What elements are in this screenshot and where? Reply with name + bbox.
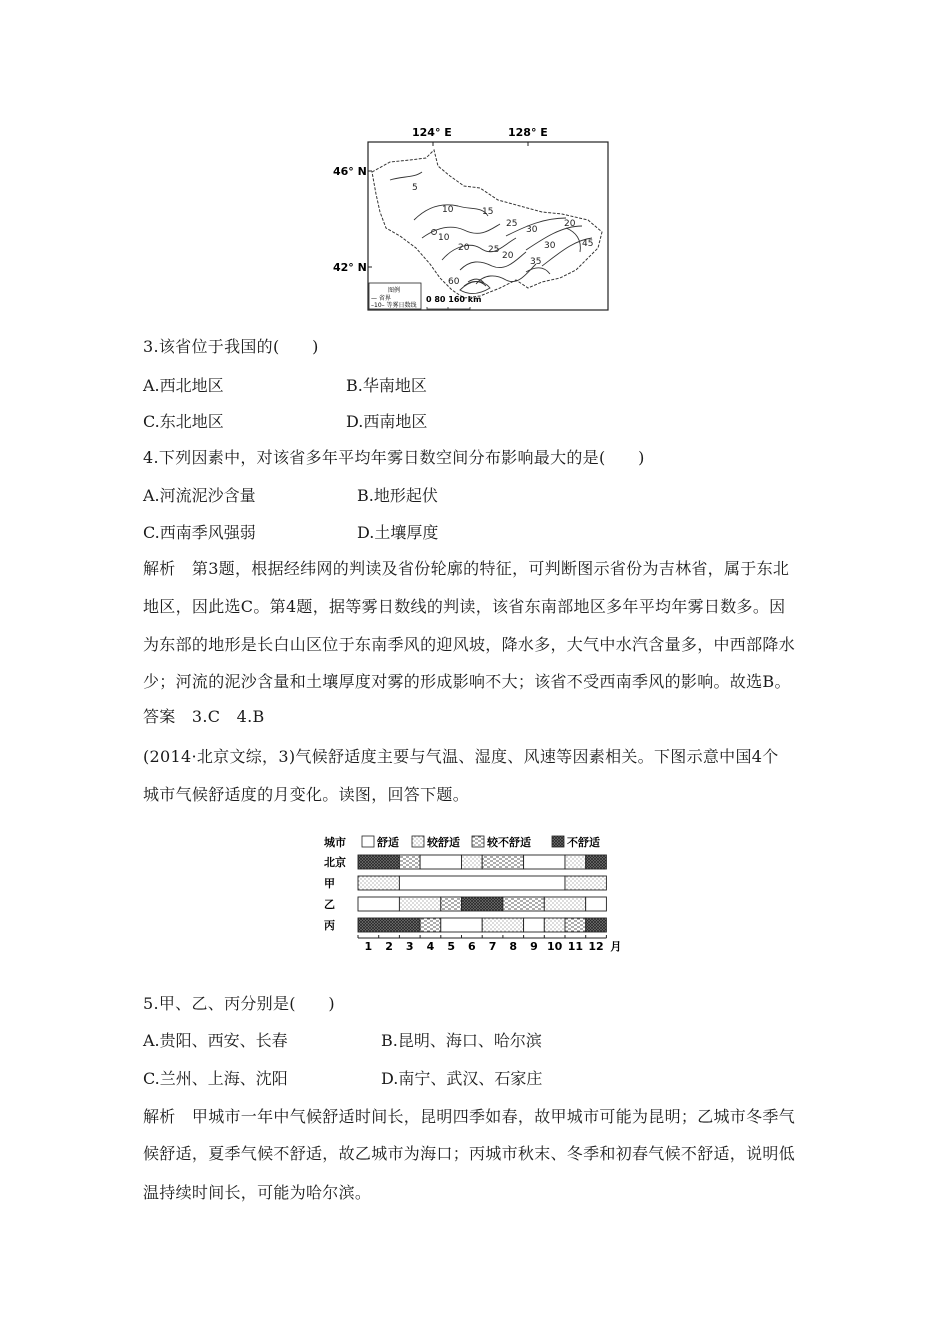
svg-text:15: 15 (482, 207, 494, 217)
q4-option-b: B.地形起伏 (357, 486, 438, 505)
segment-2-2 (441, 897, 462, 911)
segment-3-2 (441, 918, 482, 932)
month-label-3: 4 (426, 940, 435, 953)
segment-2-0 (358, 897, 399, 911)
legend-swatch-3 (552, 836, 564, 847)
q3-option-c: C.东北地区 (143, 412, 224, 431)
month-label-1: 2 (385, 940, 393, 953)
q4-option-c: C.西南季风强弱 (143, 523, 256, 542)
segment-0-3 (462, 855, 483, 869)
month-label-9: 10 (546, 940, 563, 953)
segment-0-5 (524, 855, 565, 869)
analysis2-line-3: 温持续时间长，可能为哈尔滨。 (143, 1183, 372, 1202)
comfort-chart (322, 832, 632, 960)
legend-swatch-1 (412, 836, 424, 847)
segment-3-7 (586, 918, 607, 932)
segment-2-1 (399, 897, 440, 911)
intro-line-2: 城市气候舒适度的月变化。读图，回答下题。 (143, 785, 470, 804)
svg-text:10: 10 (438, 233, 450, 243)
month-label-2: 3 (405, 940, 414, 953)
segment-0-6 (565, 855, 586, 869)
legend-label-2: 较不舒适 (487, 836, 531, 849)
lon-label-128: 128° E (508, 126, 548, 139)
svg-text:20: 20 (502, 251, 514, 261)
svg-text:25: 25 (506, 219, 518, 229)
q5-option-b: B.昆明、海口、哈尔滨 (381, 1031, 542, 1050)
segment-1-0 (358, 876, 399, 890)
svg-text:35: 35 (530, 257, 542, 267)
svg-text:60: 60 (448, 277, 460, 287)
month-label-0: 1 (364, 940, 373, 953)
map-legend-title: 图例 (388, 287, 401, 294)
month-label-7: 8 (509, 940, 518, 953)
svg-text:10: 10 (442, 205, 454, 215)
svg-text:25: 25 (488, 245, 500, 255)
lon-label-124: 124° E (412, 126, 452, 139)
legend-label-3: 不舒适 (567, 836, 600, 849)
q3-stem: 3.该省位于我国的( ) (143, 337, 319, 356)
q5-stem: 5.甲、乙、丙分别是( ) (143, 994, 335, 1013)
segment-1-2 (565, 876, 606, 890)
segment-0-2 (420, 855, 461, 869)
q3-option-b: B.华南地区 (346, 376, 427, 395)
segment-1-1 (399, 876, 565, 890)
svg-text:20: 20 (564, 219, 576, 229)
legend-swatch-2 (472, 836, 484, 847)
q4-stem: 4.下列因素中，对该省多年平均年雾日数空间分布影响最大的是( ) (143, 448, 645, 467)
legend-label-1: 较舒适 (427, 836, 460, 849)
chart-rows (324, 855, 606, 932)
svg-text:45: 45 (582, 239, 594, 249)
segment-2-5 (544, 897, 585, 911)
q5-option-d: D.南宁、武汉、石家庄 (381, 1069, 543, 1088)
city-label-3: 丙 (324, 919, 335, 932)
segment-0-4 (482, 855, 523, 869)
segment-0-0 (358, 855, 399, 869)
month-label-5: 6 (468, 940, 476, 953)
intro-line-1: (2014·北京文综，3)气候舒适度主要与气温、湿度、风速等因素相关。下图示意中国4个 (143, 747, 779, 766)
analysis2-line-2: 候舒适，夏季气候不舒适，故乙城市为海口；丙城市秋末、冬季和初春气候不舒适，说明低 (143, 1144, 796, 1163)
q5-option-a: A.贵阳、西安、长春 (143, 1031, 288, 1050)
fog-days-map (330, 120, 620, 320)
chart-legend (324, 835, 600, 849)
q4-option-d: D.土壤厚度 (357, 523, 439, 542)
month-label-6: 7 (488, 940, 497, 953)
map-scale-bar (427, 307, 470, 309)
segment-0-7 (586, 855, 607, 869)
city-label-2: 乙 (324, 898, 335, 911)
month-label-11: 12 (588, 940, 604, 953)
month-label-10: 11 (567, 940, 584, 953)
q3-option-a: A.西北地区 (143, 376, 224, 395)
q4-option-a: A.河流泥沙含量 (143, 486, 256, 505)
legend-header: 城市 (324, 836, 346, 849)
segment-3-6 (565, 918, 586, 932)
chart-axis (358, 935, 621, 953)
segment-2-3 (462, 897, 503, 911)
segment-3-4 (524, 918, 545, 932)
legend-label-0: 舒适 (377, 836, 399, 849)
map-legend-boundary: — 省界 (371, 295, 391, 302)
lat-label-46: 46° N (333, 165, 367, 178)
map-scale-label: 0 80 160 km (426, 295, 482, 304)
svg-text:20: 20 (458, 243, 470, 253)
segment-3-0 (358, 918, 420, 932)
segment-3-5 (544, 918, 565, 932)
legend-swatch-0 (362, 836, 374, 847)
q5-option-c: C.兰州、上海、沈阳 (143, 1069, 288, 1088)
analysis1-line-4: 少；河流的泥沙含量和土壤厚度对雾的形成影响不大；该省不受西南季风的影响。故选B。 (143, 672, 791, 691)
q3-option-d: D.西南地区 (346, 412, 428, 431)
lat-label-42: 42° N (333, 261, 367, 274)
city-label-0: 北京 (324, 856, 346, 869)
analysis1-line-3: 为东部的地形是长白山区位于东南季风的迎风坡，降水多，大气中水汽含量多，中西部降水 (143, 635, 796, 654)
segment-0-1 (399, 855, 420, 869)
month-label-8: 9 (530, 940, 538, 953)
analysis1-line-1: 解析 第3题，根据经纬网的判读及省份轮廓的特征，可判断图示省份为吉林省，属于东北 (143, 559, 790, 578)
answer-1: 答案 3.C 4.B (143, 707, 265, 726)
analysis1-line-2: 地区，因此选C。第4题，据等雾日数线的判读，该省东南部地区多年平均年雾日数多。因 (143, 597, 786, 616)
svg-text:30: 30 (526, 225, 538, 235)
month-unit-label: 月 (610, 940, 622, 953)
analysis2-line-1: 解析 甲城市一年中气候舒适时间长，昆明四季如春，故甲城市可能为昆明；乙城市冬季气 (143, 1107, 796, 1126)
svg-text:5: 5 (412, 183, 418, 193)
month-label-4: 5 (447, 940, 455, 953)
city-label-1: 甲 (324, 877, 335, 890)
segment-2-4 (503, 897, 544, 911)
segment-3-3 (482, 918, 523, 932)
svg-text:30: 30 (544, 241, 556, 251)
map-legend-isoline: –10– 等雾日数线 (371, 302, 417, 309)
segment-3-1 (420, 918, 441, 932)
segment-2-6 (586, 897, 607, 911)
